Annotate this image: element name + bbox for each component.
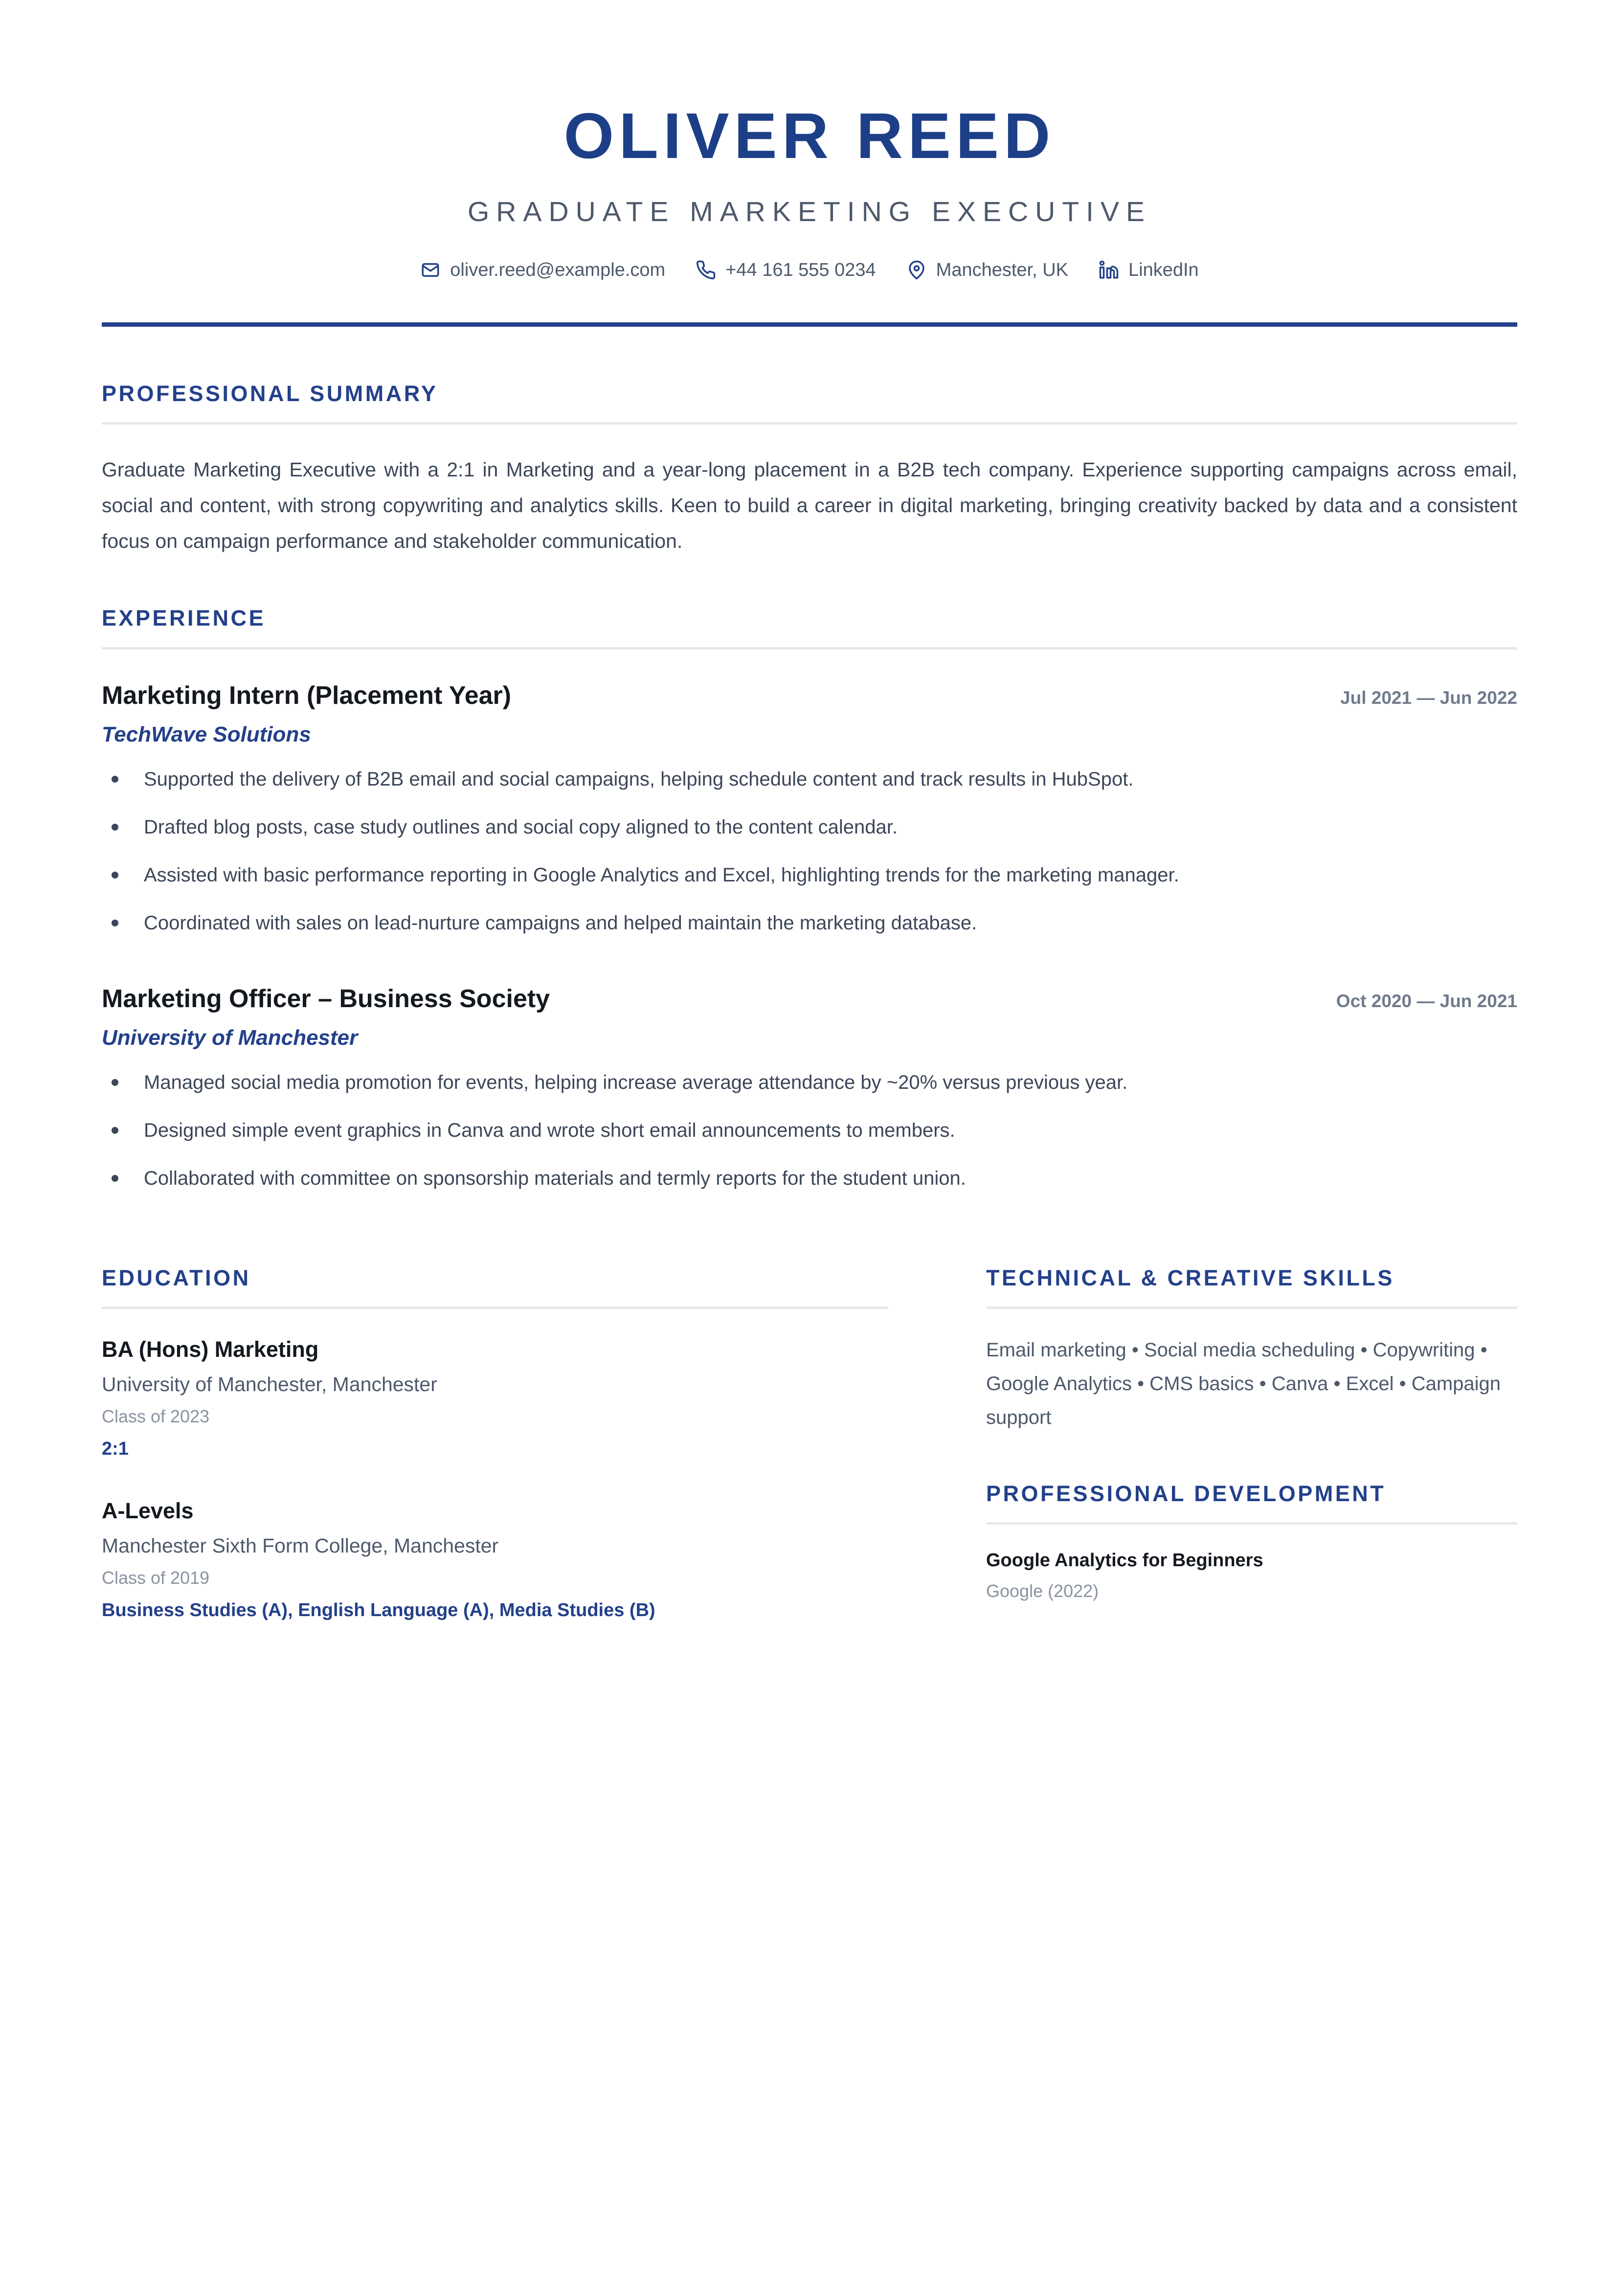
certification-name: Google Analytics for Beginners (986, 1550, 1263, 1571)
section-title-summary: PROFESSIONAL SUMMARY (102, 381, 438, 406)
experience-company: TechWave Solutions (102, 722, 311, 746)
experience-job-title: Marketing Officer – Business Society (102, 984, 550, 1013)
education-degree: A-Levels (102, 1498, 194, 1524)
contact-phone-label: +44 161 555 0234 (725, 259, 876, 280)
contact-row (102, 260, 1517, 280)
list-item: Assisted with basic performance reporting in Google Analytics and Excel, highlighting trends for the marketing manager. (102, 861, 1517, 889)
header-divider (102, 322, 1517, 327)
contact-email-label: oliver.reed@example.com (450, 259, 666, 280)
experience-company: University of Manchester (102, 1025, 358, 1050)
skills-column (986, 1266, 1517, 1603)
phone-icon (696, 260, 716, 280)
summary-paragraph: Graduate Marketing Executive with a 2:1 in Marketing and a year-long placement in a B2B tech company. Experience supporting campaigns across email, social and content, with strong copywriting and analytics skills. Keen to build a career in digital marketing, bringing creativity backed by data and a consistent focus on campaign performance and stakeholder communication. (102, 458, 1517, 553)
section-professional-summary (102, 382, 1517, 559)
section-divider (986, 1306, 1517, 1309)
list-item: Coordinated with sales on lead-nurture campaigns and helped maintain the marketing database. (102, 909, 1517, 937)
section-experience (102, 606, 1517, 1193)
contact-phone[interactable] (696, 260, 876, 280)
education-degree: BA (Hons) Marketing (102, 1337, 319, 1362)
experience-item (102, 680, 1517, 937)
certification-item (986, 1548, 1517, 1603)
education-school: Manchester Sixth Form College, Manchester (102, 1534, 499, 1557)
education-year: Class of 2023 (102, 1406, 210, 1427)
section-title-experience: EXPERIENCE (102, 606, 266, 631)
experience-job-title: Marketing Intern (Placement Year) (102, 681, 512, 710)
skills-list: Email marketing • Social media scheduling • Copywriting • Google Analytics • CMS basics • Canva • Excel • Campaign support (986, 1339, 1501, 1429)
section-title-development: PROFESSIONAL DEVELOPMENT (986, 1481, 1386, 1506)
section-title-skills: TECHNICAL & CREATIVE SKILLS (986, 1265, 1394, 1290)
experience-item (102, 983, 1517, 1193)
education-item (102, 1497, 888, 1623)
education-grade: Business Studies (A), English Language (A), Media Studies (B) (102, 1599, 655, 1621)
bottom-columns (102, 1266, 1517, 1623)
experience-bullet-list (102, 1068, 1517, 1193)
education-year: Class of 2019 (102, 1568, 210, 1588)
section-divider (102, 647, 1517, 650)
section-title-education: EDUCATION (102, 1265, 251, 1290)
contact-location (906, 260, 1068, 280)
location-pin-icon (906, 260, 927, 280)
candidate-name: OLIVER REED (563, 100, 1056, 172)
section-divider (102, 1306, 888, 1309)
list-item: Managed social media promotion for events, helping increase average attendance by ~20% versus previous year. (102, 1068, 1517, 1097)
contact-linkedin[interactable] (1099, 260, 1199, 280)
education-school: University of Manchester, Manchester (102, 1373, 437, 1396)
education-grade: 2:1 (102, 1438, 129, 1459)
section-skills (986, 1266, 1517, 1435)
contact-location-label: Manchester, UK (936, 259, 1069, 280)
list-item: Designed simple event graphics in Canva and wrote short email announcements to members. (102, 1116, 1517, 1145)
section-education (102, 1266, 888, 1623)
list-item: Supported the delivery of B2B email and social campaigns, helping schedule content and track results in HubSpot. (102, 765, 1517, 793)
contact-email[interactable] (420, 260, 665, 280)
candidate-job-title: GRADUATE MARKETING EXECUTIVE (467, 196, 1152, 227)
list-item: Collaborated with committee on sponsorship materials and termly reports for the student union. (102, 1164, 1517, 1193)
linkedin-icon (1099, 260, 1119, 280)
education-column (102, 1266, 888, 1623)
experience-bullet-list (102, 765, 1517, 937)
envelope-icon (420, 260, 441, 280)
certification-issuer: Google (2022) (986, 1580, 1099, 1601)
experience-job-dates: Oct 2020 — Jun 2021 (1336, 990, 1517, 1011)
section-professional-development (986, 1482, 1517, 1603)
experience-item-head (102, 680, 1517, 712)
list-item: Drafted blog posts, case study outlines and social copy aligned to the content calendar. (102, 813, 1517, 841)
contact-linkedin-label: LinkedIn (1128, 259, 1199, 280)
education-item (102, 1335, 888, 1462)
experience-job-dates: Jul 2021 — Jun 2022 (1340, 687, 1517, 708)
resume-header (102, 0, 1517, 327)
section-divider (986, 1522, 1517, 1525)
experience-item-head (102, 983, 1517, 1015)
section-divider (102, 422, 1517, 425)
